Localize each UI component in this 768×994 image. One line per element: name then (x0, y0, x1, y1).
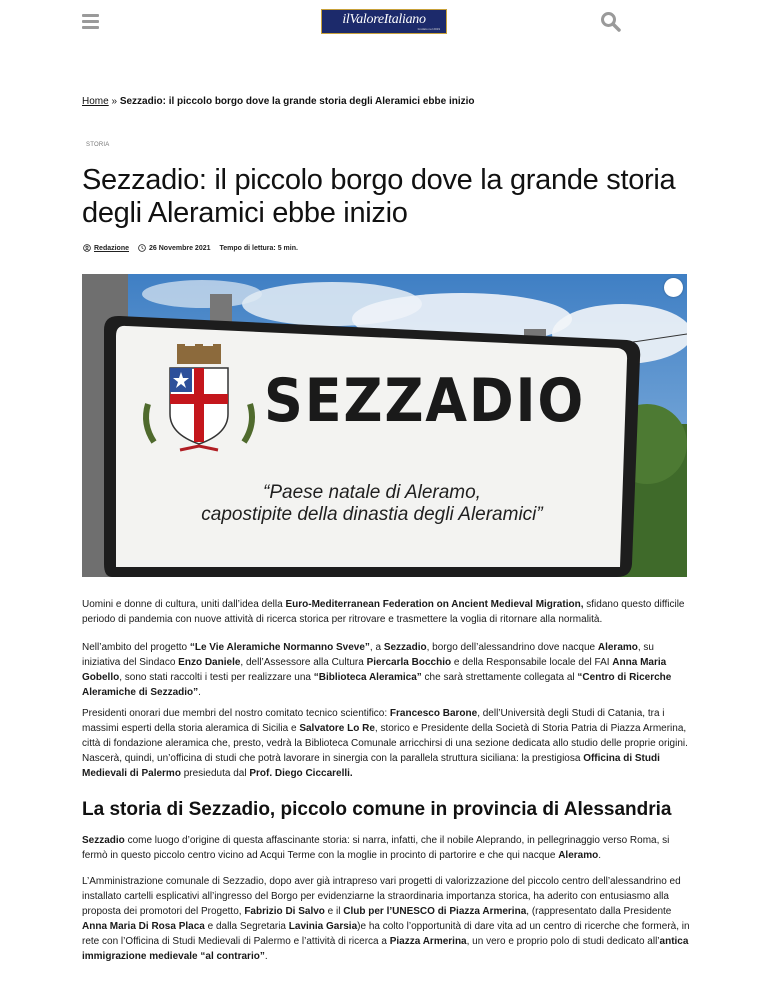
site-logo[interactable] (321, 9, 447, 34)
text-run: presieduta dal (180, 768, 250, 779)
bold-text: Fabrizio Di Salvo (244, 906, 325, 917)
article-paragraph (82, 597, 692, 627)
bold-text: Lavinia Garsia (288, 921, 358, 932)
breadcrumb-current: Sezzadio: il piccolo borgo dove la grande storia degli Aleramici ebbe inizio (119, 96, 475, 107)
text-run: , sono stati raccolti i testi per realizzare una (119, 672, 314, 683)
text-run: . (198, 687, 201, 698)
text-run: e della Responsabile locale del FAI (451, 657, 613, 668)
sign-motto-line2: capostipite della dinastia degli Aleramici” (201, 504, 543, 525)
user-icon (83, 244, 91, 252)
text-run: , a (369, 642, 384, 653)
hero-image (82, 274, 687, 577)
text-run: . (598, 850, 601, 861)
text-run: , un vero e proprio polo di studi dedicato all’ (466, 936, 660, 947)
article-paragraph (82, 640, 692, 700)
bold-text: Anna Maria Gobello (82, 657, 667, 683)
text-run: , borgo dell’alessandrino dove nacque (426, 642, 598, 653)
bold-text: Officina di Studi Medievali di Palermo (82, 753, 660, 779)
text-run: , (rappresentato dalla Presidente (526, 906, 672, 917)
bold-text: Piercarla Bocchio (366, 657, 452, 668)
bold-text: Enzo Daniele (178, 657, 241, 668)
article-title: Sezzadio: il piccolo borgo dove la grande storia degli Aleramici ebbe inizio (82, 164, 676, 229)
bold-text: antica immigrazione medievale “al contrario” (82, 936, 689, 962)
article-paragraph (82, 706, 692, 781)
section-heading: La storia di Sezzadio, piccolo comune in provincia di Alessandria (82, 799, 672, 820)
text-run: . (264, 951, 268, 962)
bold-text: “Biblioteca Aleramica” (313, 672, 422, 683)
bold-text: Aleramo (558, 850, 599, 861)
article-meta (83, 244, 298, 252)
bold-text: “Le Vie Aleramiche Normanno Sveve” (189, 642, 370, 653)
text-run: , su iniziativa del Sindaco (82, 642, 654, 668)
bold-text: Anna Maria Di Rosa Placa (82, 921, 205, 932)
bold-text: Aleramo (597, 642, 638, 653)
image-options-button[interactable] (664, 278, 683, 297)
clock-icon (138, 244, 146, 252)
text-run: sfidano questo difficile periodo di pandemia con nuove attività di ricerca storica per ritrovare e trasmettere la voglia di ritornare alla normalità. (82, 599, 685, 625)
sign-motto (112, 482, 632, 526)
breadcrumb-home-link[interactable]: Home (82, 96, 109, 107)
bold-text: “Centro di Ricerche Aleramiche di Sezzadio” (82, 672, 672, 698)
text-run: Nell’ambito del progetto (82, 642, 190, 653)
site-header (0, 0, 768, 48)
breadcrumb (82, 96, 475, 107)
reading-time: Tempo di lettura: 5 min. (219, 244, 298, 252)
text-run: che sarà strettamente collegata al (421, 672, 578, 683)
text-run: Uomini e donne di cultura, uniti dall’idea della (82, 599, 286, 610)
text-run: e il (324, 906, 344, 917)
search-icon[interactable] (600, 11, 622, 33)
text-run: e dalla Segretaria (204, 921, 289, 932)
text-run: , storico e Presidente della Società di Storia Patria di Piazza Armerina, città di fondazione aleramica che, presto, vedrà la Biblioteca Comunale arricchirsi di una sezione dedicata allo studio delle proprie origini. Nascerà, quindi, un’officina di studi che potrà lavorare in sinergia con la parallela struttura siciliana: la prestigiosa (82, 723, 688, 764)
text-run: L’Amministrazione comunale di Sezzadio, dopo aver già intrapreso vari progetti di valorizzazione del piccolo centro dell’alessandrino ed installato cartelli esplicativi all’ingresso del Borgo per evidenziarne la straordinaria importanza storica, ha aderito con entusiasmo alla proposta dei promotori del Progetto, (82, 876, 681, 917)
sign-motto-line1: “Paese natale di Aleramo, (263, 482, 481, 503)
category-tag[interactable]: STORIA (86, 142, 110, 148)
bold-text: Euro-Mediterranean Federation on Ancient Medieval Migration, (285, 599, 584, 610)
bold-text: Club per l’UNESCO di Piazza Armerina (343, 906, 527, 917)
text-run: Presidenti onorari due membri del nostro comitato tecnico scientifico: (82, 708, 390, 719)
hamburger-menu-icon[interactable] (82, 14, 99, 29)
text-run: , dell’Assessore alla Cultura (240, 657, 367, 668)
text-run: )e ha colto l’opportunità di dare vita ad un centro di ricerche che formerà, in rete con l’Officina di Studi Medievali di Palermo e l’attività di ricerca a (82, 921, 690, 947)
text-run: , dell’Università degli Studi di Catania, tra i massimi esperti della storia aleramica di Sicilia e (82, 708, 665, 734)
text-run: come luogo d’origine di questa affascinante storia: si narra, infatti, che il nobile Aleprando, in pellegrinaggio verso Roma, si fermò in questo piccolo centro vicino ad Acqui Terme con la moglie in procinto di partorire e che qui nacque (82, 835, 670, 861)
bold-text: Salvatore Lo Re (299, 723, 375, 734)
bold-text: Prof. Diego Ciccarelli. (249, 768, 353, 779)
bold-text: Sezzadio (383, 642, 427, 653)
publish-date: 26 Novembre 2021 (149, 244, 211, 252)
logo-text: ilValoreItaliano (342, 12, 426, 27)
bold-text: Sezzadio (82, 835, 125, 846)
bold-text: Francesco Barone (389, 708, 478, 719)
bold-text: Piazza Armerina (389, 936, 467, 947)
breadcrumb-separator: » (108, 96, 120, 107)
author-link[interactable]: Redazione (94, 244, 130, 252)
sign-town-name: SEZZADIO (264, 366, 586, 436)
logo-subtitle: fondato nel 2019 (417, 27, 440, 31)
article-paragraph (82, 874, 692, 964)
article-paragraph (82, 833, 692, 863)
